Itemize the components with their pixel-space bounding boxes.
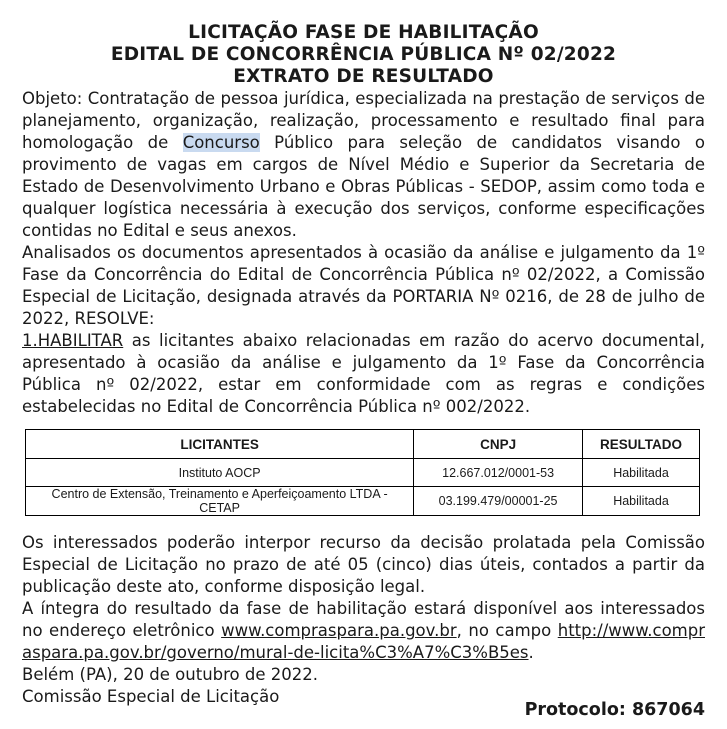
- header-licitantes: LICITANTES: [26, 430, 414, 459]
- header-cnpj: CNPJ: [414, 430, 583, 459]
- recurso-paragraph: Os interessados poderão interpor recurso da decisão prolatada pela Comissão Especial de Licitação no prazo de até 05 (cinco) dias úteis, contados a partir da publicação deste ato, conforme disposição legal.: [22, 533, 705, 596]
- protocol-number: Protocolo: 867064: [524, 700, 705, 720]
- table-header-row: [26, 430, 700, 459]
- header-resultado: RESULTADO: [582, 430, 699, 459]
- results-table: [25, 429, 700, 516]
- header-title: LICITAÇÃO FASE DE HABILITAÇÃO: [188, 22, 539, 43]
- habilitar-label: 1.HABILITAR: [22, 331, 124, 350]
- habilitar-paragraph: [22, 330, 705, 418]
- integra-text: A íntegra do resultado da fase de habilitação estará disponível aos interessados no endereço eletrônico: [22, 599, 705, 640]
- table-row: [26, 459, 700, 487]
- assinatura: Comissão Especial de Licitação: [22, 687, 280, 706]
- table-row: [26, 487, 700, 516]
- compraspara-link[interactable]: www.compraspara.pa.gov.br: [221, 621, 457, 640]
- objeto-paragraph: [22, 88, 705, 242]
- cell-resultado: Habilitada: [582, 459, 699, 487]
- cell-licitante: Instituto AOCP: [26, 459, 414, 487]
- header-extrato: EXTRATO DE RESULTADO: [233, 66, 494, 87]
- cell-licitante: Centro de Extensão, Treinamento e Aperfeiçoamento LTDA - CETAP: [26, 487, 414, 516]
- local-data: Belém (PA), 20 de outubro de 2022.: [22, 665, 319, 684]
- highlighted-word: Concurso: [182, 133, 260, 152]
- habilitar-text: as licitantes abaixo relacionadas em razão do acervo documental, apresentado à ocasião da análise e julgamento da 1º Fase da Concorrência Pública nº 02/2022, estar em conformidade com as regras e condições estabelecidas no Edital de Concorrência Pública nº 002/2022.: [22, 331, 705, 416]
- integra-paragraph: [22, 598, 705, 664]
- cell-cnpj: 03.199.479/00001-25: [414, 487, 583, 516]
- cell-cnpj: 12.667.012/0001-53: [414, 459, 583, 487]
- analise-paragraph: Analisados os documentos apresentados à ocasião da análise e julgamento da 1º Fase da Concorrência do Edital de Concorrência Pública nº 02/2022, a Comissão Especial de Licitação, designada através da PORTARIA Nº 0216, de 28 de julho de 2022, RESOLVE:: [22, 243, 705, 328]
- mural-link[interactable]: http://www.compraspara.pa.gov.br/governo/mural-de-licita%C3%A7%C3%B5es: [22, 621, 705, 662]
- integra-end: .: [528, 643, 534, 662]
- objeto-text-start: Objeto: Contratação de pessoa jurídica, especializada na prestação de serviços de planejamento, organização, realização, processamento e resultado final para homologação de: [22, 89, 705, 152]
- integra-middle: , no campo: [456, 621, 558, 640]
- objeto-text-end: Público para seleção de candidatos visando o provimento de vagas em cargos de Nível Médio e Superior da Secretaria de Estado de Desenvolvimento Urbano e Obras Públicas - SEDOP, assim como toda e qualquer logística necessária à execução dos serviços, conforme especificações contidas no Edital e seus anexos.: [22, 133, 705, 240]
- header-edital: EDITAL DE CONCORRÊNCIA PÚBLICA Nº 02/2022: [110, 44, 617, 65]
- cell-resultado: Habilitada: [582, 487, 699, 516]
